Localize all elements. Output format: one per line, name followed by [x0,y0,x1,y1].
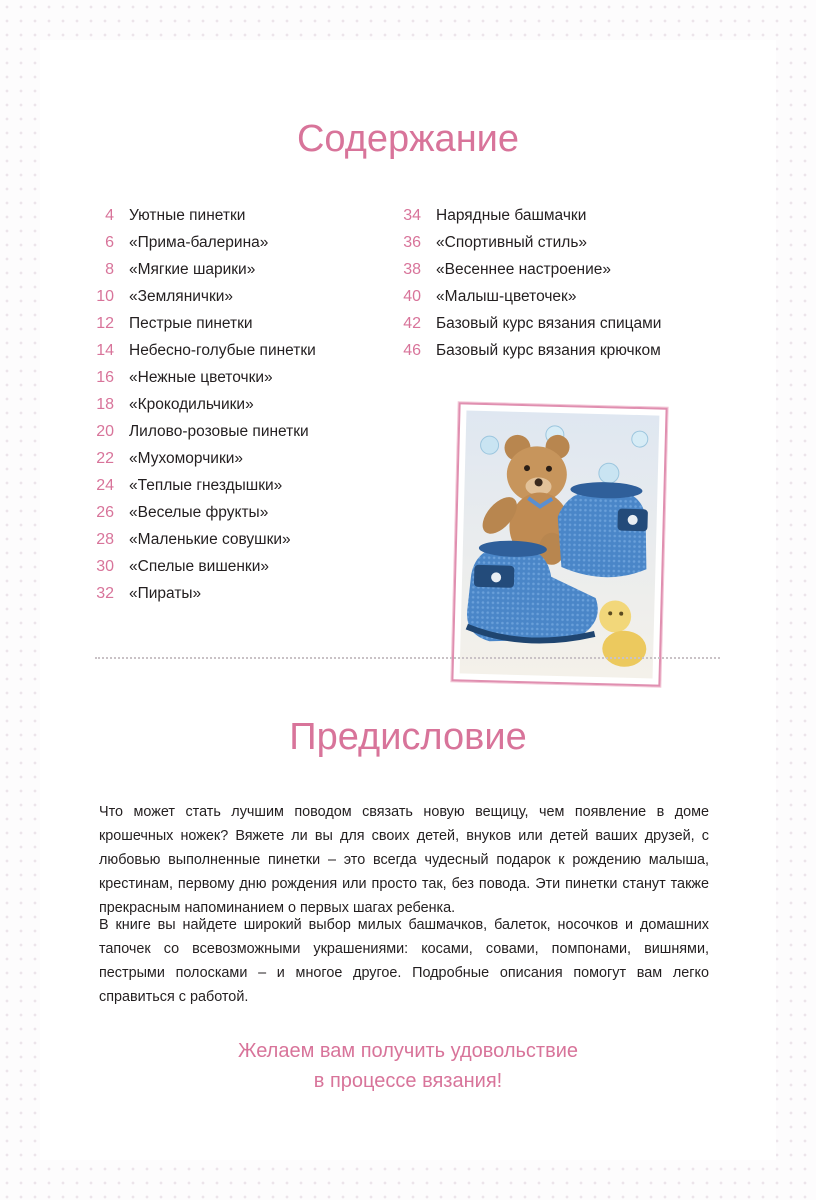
preface-heading: Предисловие [289,716,527,758]
toc-page-number: 36 [403,233,421,251]
toc-entry [80,445,316,472]
toc-entry [387,202,661,229]
toc-title: «Спелые вишенки» [129,557,269,575]
toc-page-number: 24 [96,476,114,494]
toc-page-number: 14 [96,341,114,359]
toc-entry [80,310,316,337]
toc-page-number: 28 [96,530,114,548]
toc-entry [80,499,316,526]
toc-page-number: 46 [403,341,421,359]
toc-page-number: 42 [403,314,421,332]
toc-page-number: 20 [96,422,114,440]
booties-photo [451,402,667,686]
closing-wish-line-2: в процессе вязания! [313,1070,503,1092]
toc-entry [80,256,316,283]
toc-entry [80,418,316,445]
button-decoration [599,463,620,484]
button-decoration [632,431,648,447]
toc-entry [80,472,316,499]
toc-title: «Веселые фрукты» [129,503,269,521]
toc-entry [80,337,316,364]
closing-wish [0,1036,816,1096]
toc-title: Лилово-розовые пинетки [129,422,309,440]
toc-entry [387,283,661,310]
toc-title: «Крокодильчики» [129,395,254,413]
toc-page-number: 8 [105,260,114,278]
toc-title: Небесно-голубые пинетки [129,341,316,359]
preface-paragraph-2: В книге вы найдете широкий выбор милых башмачков, балеток, носочков и домашних тапочек со всевозможными украшениями: косами, совами, помпонами, вишнями, пестрыми полосками – и многое другое. Подробные описания помогут вам легко справиться с работой. [99,917,709,1005]
toc-title: Базовый курс вязания спицами [436,314,662,332]
toc-title: Пестрые пинетки [129,314,253,332]
toc-entry [80,202,316,229]
section-divider [95,657,720,659]
preface-paragraph-1: Что может стать лучшим поводом связать новую вещицу, чем появление в доме крошечных ножек? Вяжете ли вы для своих детей, внуков или детей ваших друзей, с любовью выполненные пинетки – это всегда чудесный подарок к рождению малыша, крестинам, первому дню рождения или просто так, без повода. Эти пинетки станут также прекрасным напоминанием о первых шагах ребенка. [99,804,709,916]
toc-title: «Весеннее настроение» [436,260,611,278]
toc-left-column [80,202,316,607]
toc-page-number: 40 [403,287,421,305]
toc-entry [387,310,661,337]
toc-entry [80,364,316,391]
toc-page-number: 12 [96,314,114,332]
toc-page-number: 34 [403,206,421,224]
toc-page-number: 10 [96,287,114,305]
toc-page-number: 32 [96,584,114,602]
toc-title: «Мухоморчики» [129,449,244,467]
toc-title: «Малыш-цветочек» [436,287,577,305]
toc-title: «Землянички» [129,287,234,305]
toc-title: «Спортивный стиль» [436,233,588,251]
toc-right-column [387,202,661,364]
toc-title: «Мягкие шарики» [129,260,256,278]
toc-page-number: 16 [96,368,114,386]
toc-title: «Нежные цветочки» [129,368,273,386]
toc-entry [80,229,316,256]
toc-title: Нарядные башмачки [436,206,587,224]
toc-page-number: 30 [96,557,114,575]
closing-wish-line-1: Желаем вам получить удовольствие [237,1040,579,1062]
toc-title: «Пираты» [129,584,202,602]
button-decoration [480,436,498,454]
toc-page-number: 18 [96,395,114,413]
toc-page-number: 38 [403,260,421,278]
toc-entry [80,580,316,607]
toc-page-number: 26 [96,503,114,521]
contents-heading: Содержание [296,118,520,160]
toc-page-number: 22 [96,449,114,467]
toc-entry [80,526,316,553]
toc-title: Базовый курс вязания крючком [436,341,661,359]
toc-entry [80,283,316,310]
toc-title: «Теплые гнездышки» [129,476,283,494]
toc-page-number: 6 [105,233,114,251]
toc-entry [387,229,661,256]
toc-entry [80,553,316,580]
toc-entry [387,337,661,364]
toc-title: «Маленькие совушки» [129,530,291,548]
toc-entry [387,256,661,283]
toc-title: Уютные пинетки [129,206,246,224]
toc-title: «Прима-балерина» [129,233,269,251]
toc-page-number: 4 [105,206,114,224]
toc-entry [80,391,316,418]
